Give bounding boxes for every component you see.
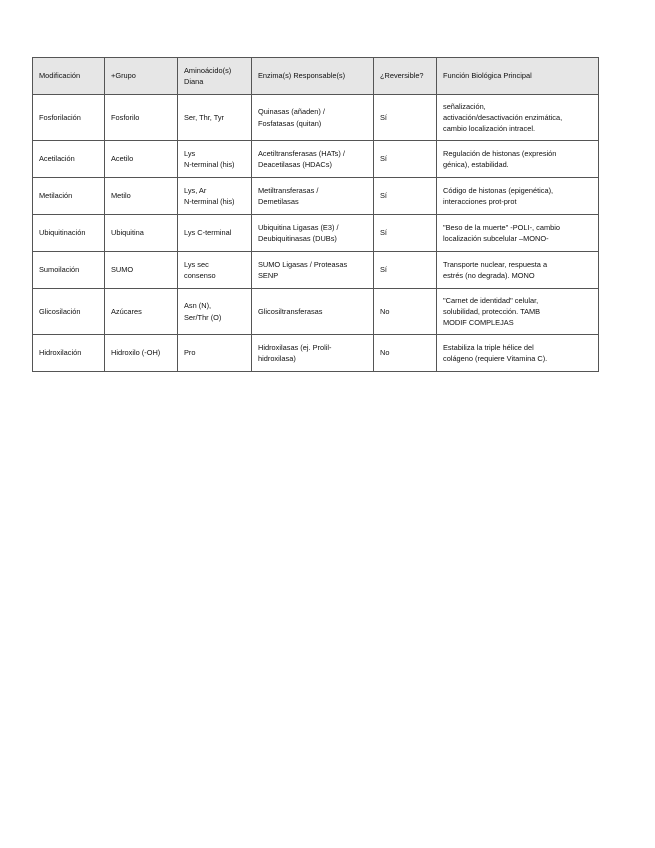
cell-aminoacido xyxy=(178,178,252,215)
table-row xyxy=(33,95,599,141)
cell-text: Ubiquitinación xyxy=(39,228,86,238)
cell-text: SUMO xyxy=(111,265,134,275)
cell-text: Sí xyxy=(380,112,387,122)
header-funcion xyxy=(437,58,599,95)
table-row xyxy=(33,335,599,372)
cell-grupo xyxy=(105,95,178,141)
cell-text: Hidroxilo (-OH) xyxy=(111,348,161,358)
cell-funcion xyxy=(437,95,599,141)
header-label: ¿Reversible? xyxy=(380,71,424,81)
table-row xyxy=(33,141,599,178)
cell-aminoacido xyxy=(178,141,252,178)
cell-reversible xyxy=(374,178,437,215)
cell-text: Lys, Ar N-terminal (his) xyxy=(184,185,235,206)
header-enzima xyxy=(252,58,374,95)
cell-text: Fosforilo xyxy=(111,112,140,122)
cell-enzima xyxy=(252,215,374,252)
cell-funcion xyxy=(437,178,599,215)
cell-modificacion xyxy=(33,178,105,215)
cell-text: No xyxy=(380,348,390,358)
cell-text: Regulación de histonas (expresión génica), estabilidad. xyxy=(443,148,557,169)
cell-reversible xyxy=(374,95,437,141)
cell-text: señalización, activación/desactivación enzimática, cambio localización intracel. xyxy=(443,101,563,134)
cell-text: Ubiquitina Ligasas (E3) / Deubiquitinasas (DUBs) xyxy=(258,222,339,243)
header-aminoacido xyxy=(178,58,252,95)
cell-funcion xyxy=(437,335,599,372)
cell-text: Acetiltransferasas (HATs) / Deacetilasas (HDACs) xyxy=(258,148,345,169)
cell-modificacion xyxy=(33,289,105,335)
cell-reversible xyxy=(374,335,437,372)
cell-grupo xyxy=(105,178,178,215)
header-row xyxy=(33,58,599,95)
header-label: Aminoácido(s) Diana xyxy=(184,65,232,86)
cell-text: No xyxy=(380,306,390,316)
cell-aminoacido xyxy=(178,252,252,289)
cell-enzima xyxy=(252,178,374,215)
cell-text: Quinasas (añaden) / Fosfatasas (quitan) xyxy=(258,107,325,128)
cell-enzima xyxy=(252,141,374,178)
header-label: Función Biológica Principal xyxy=(443,71,532,81)
cell-text: Metilo xyxy=(111,191,131,201)
cell-text: Acetilación xyxy=(39,154,75,164)
cell-text: Acetilo xyxy=(111,154,134,164)
header-label: Enzima(s) Responsable(s) xyxy=(258,71,346,81)
cell-aminoacido xyxy=(178,95,252,141)
table-header xyxy=(33,58,599,95)
cell-enzima xyxy=(252,335,374,372)
cell-funcion xyxy=(437,289,599,335)
cell-text: Glicosiltransferasas xyxy=(258,306,323,316)
table-row xyxy=(33,289,599,335)
cell-text: Glicosilación xyxy=(39,306,81,316)
cell-text: Ubiquitina xyxy=(111,228,144,238)
cell-grupo xyxy=(105,215,178,252)
cell-enzima xyxy=(252,289,374,335)
cell-text: Código de histonas (epigenética), interacciones prot-prot xyxy=(443,185,554,206)
cell-grupo xyxy=(105,335,178,372)
table-row xyxy=(33,252,599,289)
cell-reversible xyxy=(374,215,437,252)
cell-grupo xyxy=(105,289,178,335)
cell-text: SUMO Ligasas / Proteasas SENP xyxy=(258,259,348,280)
cell-text: Azúcares xyxy=(111,306,142,316)
cell-text: Metiltransferasas / Demetilasas xyxy=(258,185,319,206)
header-grupo xyxy=(105,58,178,95)
cell-text: Sí xyxy=(380,191,387,201)
cell-modificacion xyxy=(33,95,105,141)
cell-modificacion xyxy=(33,141,105,178)
cell-text: "Beso de la muerte" -POLI-, cambio localización subcelular –MONO- xyxy=(443,222,560,243)
ptm-table xyxy=(32,57,599,372)
header-label: Modificación xyxy=(39,71,81,81)
cell-text: Asn (N), Ser/Thr (O) xyxy=(184,301,222,322)
cell-enzima xyxy=(252,252,374,289)
cell-text: Metilación xyxy=(39,191,73,201)
cell-aminoacido xyxy=(178,335,252,372)
cell-text: Hidroxilación xyxy=(39,348,82,358)
cell-text: Sí xyxy=(380,154,387,164)
cell-aminoacido xyxy=(178,215,252,252)
table-row xyxy=(33,215,599,252)
cell-modificacion xyxy=(33,335,105,372)
table-row xyxy=(33,178,599,215)
cell-reversible xyxy=(374,141,437,178)
cell-reversible xyxy=(374,252,437,289)
header-reversible xyxy=(374,58,437,95)
cell-text: Lys N-terminal (his) xyxy=(184,148,235,169)
cell-text: Lys sec consenso xyxy=(184,259,216,280)
table-body xyxy=(33,95,599,372)
cell-text: Lys C-terminal xyxy=(184,228,232,238)
cell-text: Pro xyxy=(184,348,196,358)
cell-text: Transporte nuclear, respuesta a estrés (no degrada). MONO xyxy=(443,259,548,280)
cell-funcion xyxy=(437,215,599,252)
cell-text: Ser, Thr, Tyr xyxy=(184,112,224,122)
cell-funcion xyxy=(437,252,599,289)
cell-reversible xyxy=(374,289,437,335)
cell-enzima xyxy=(252,95,374,141)
cell-text: "Carnet de identidad" celular, solubilidad, protección. TAMB MODIF COMPLEJAS xyxy=(443,295,541,328)
cell-grupo xyxy=(105,252,178,289)
cell-aminoacido xyxy=(178,289,252,335)
header-modificacion xyxy=(33,58,105,95)
cell-modificacion xyxy=(33,215,105,252)
cell-modificacion xyxy=(33,252,105,289)
cell-text: Estabiliza la triple hélice del colágeno (requiere Vitamina C). xyxy=(443,342,548,363)
header-label: +Grupo xyxy=(111,71,136,81)
cell-text: Sumoilación xyxy=(39,265,80,275)
cell-text: Fosforilación xyxy=(39,112,81,122)
cell-funcion xyxy=(437,141,599,178)
cell-text: Sí xyxy=(380,228,387,238)
cell-text: Sí xyxy=(380,265,387,275)
cell-grupo xyxy=(105,141,178,178)
cell-text: Hidroxilasas (ej. Prolil- hidroxilasa) xyxy=(258,342,332,363)
